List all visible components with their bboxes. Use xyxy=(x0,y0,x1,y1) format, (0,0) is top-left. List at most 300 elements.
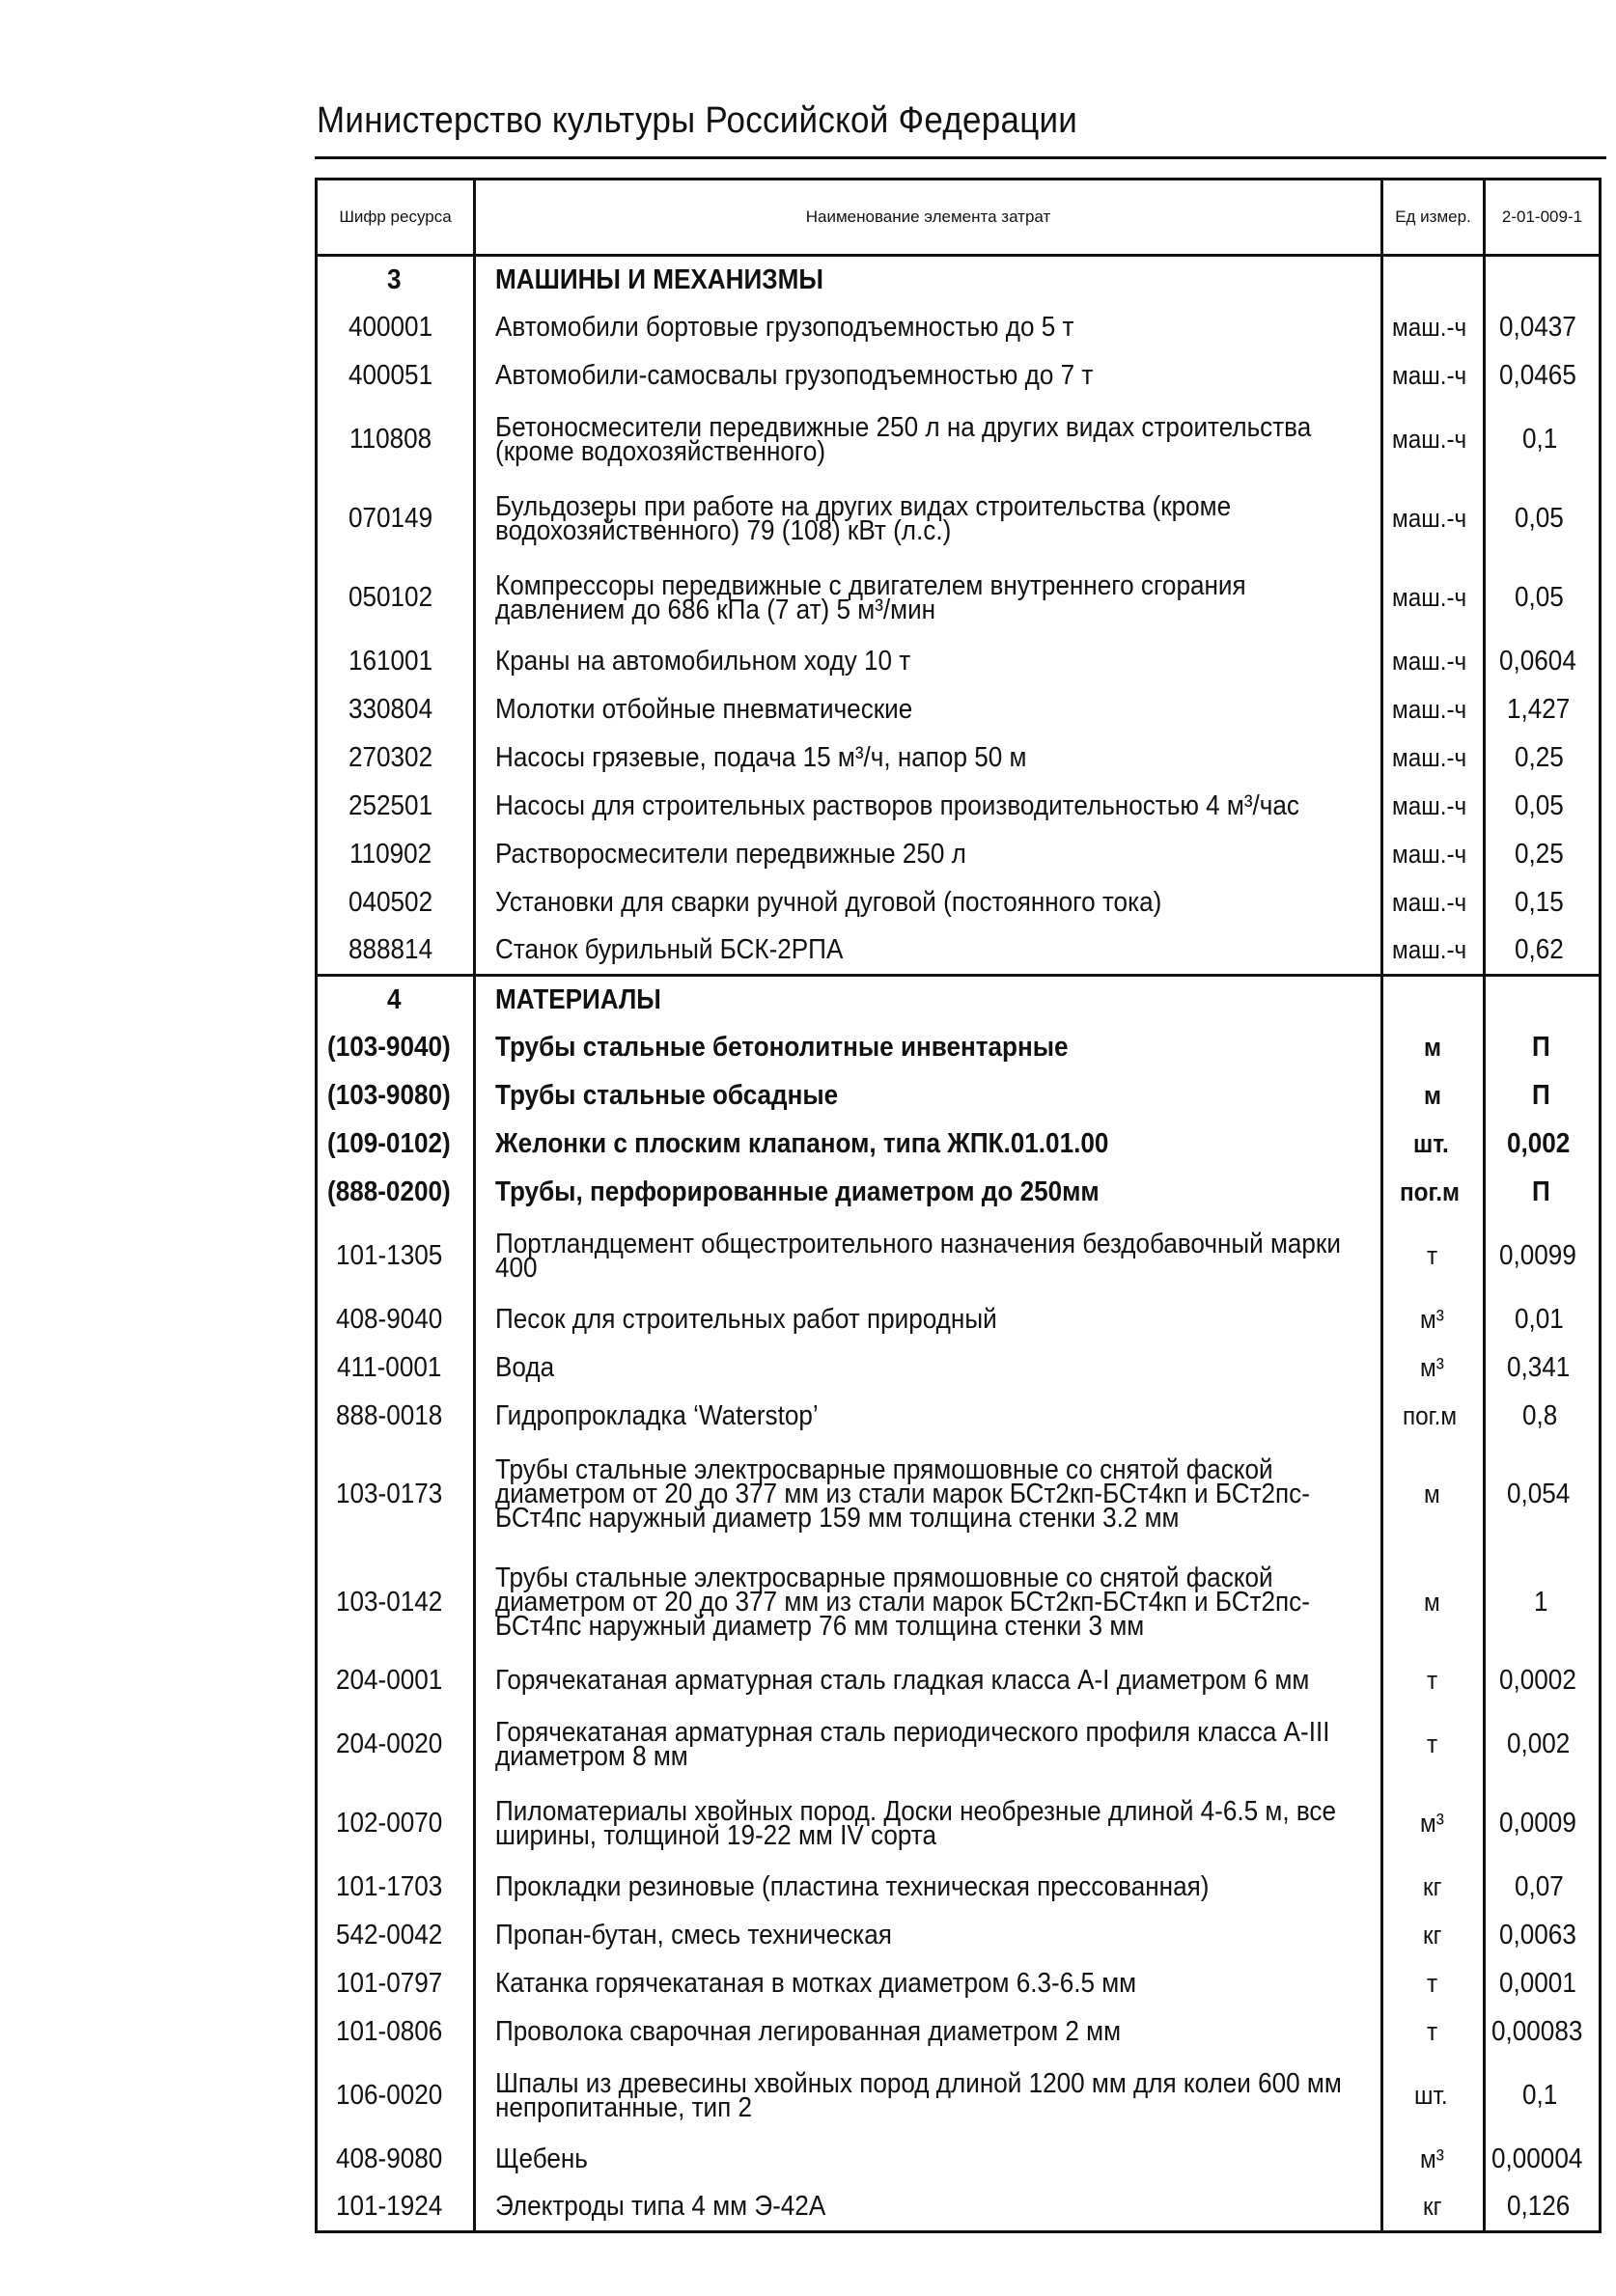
cell-unit-text: маш.-ч xyxy=(1391,791,1466,820)
cell-code-text: 408-9080 xyxy=(336,2144,443,2174)
cell-value xyxy=(1485,831,1601,879)
cell-name-text: Автомобили бортовые грузоподъемностью до 5 т xyxy=(495,312,1074,343)
cell-unit xyxy=(1382,559,1485,638)
cell-unit-text: шт. xyxy=(1413,1129,1449,1158)
cell-code xyxy=(317,256,475,304)
cell-value-text: 1 xyxy=(1534,1587,1548,1618)
cell-unit xyxy=(1382,783,1485,831)
cell-code xyxy=(317,1657,475,1705)
cell-code xyxy=(317,401,475,480)
cell-code xyxy=(317,879,475,927)
cell-name-text: Пропан-бутан, смесь техническая xyxy=(495,1920,892,1950)
cell-code-text: 070149 xyxy=(348,503,433,534)
cell-name xyxy=(475,2184,1382,2232)
cell-unit xyxy=(1382,1657,1485,1705)
cell-value xyxy=(1485,1960,1601,2008)
cell-value xyxy=(1485,1024,1601,1072)
cell-value xyxy=(1485,2136,1601,2184)
cell-name xyxy=(475,2136,1382,2184)
cell-value xyxy=(1485,1393,1601,1441)
cell-name xyxy=(475,1169,1382,1217)
cell-unit-text: маш.-ч xyxy=(1391,583,1466,612)
cell-unit xyxy=(1382,1072,1485,1120)
cell-unit xyxy=(1382,976,1485,1024)
cell-unit-text: маш.-ч xyxy=(1391,313,1466,342)
cell-name xyxy=(475,927,1382,976)
cell-value-text: П xyxy=(1532,1032,1550,1063)
cell-unit-text: шт. xyxy=(1414,2081,1448,2110)
cell-value-text: 0,01 xyxy=(1515,1304,1565,1335)
cell-name xyxy=(475,559,1382,638)
cell-unit-text: кг xyxy=(1422,1872,1442,1901)
cell-name-text: Станок бурильный БСК-2РПА xyxy=(495,934,844,966)
cell-code-text: 050102 xyxy=(348,582,433,613)
table-row xyxy=(317,2008,1601,2057)
cell-value xyxy=(1485,1912,1601,1960)
cell-unit-text: пог.м xyxy=(1400,1177,1461,1206)
cell-value xyxy=(1485,1296,1601,1344)
cell-code-text: (109-0102) xyxy=(326,1128,451,1159)
cell-value-text: 0,0099 xyxy=(1499,1240,1576,1271)
cell-value xyxy=(1485,686,1601,734)
cell-code-text: 408-9040 xyxy=(336,1304,443,1335)
cell-unit-text: маш.-ч xyxy=(1391,425,1466,454)
title-divider xyxy=(315,156,1606,159)
cell-value-text: 0,0002 xyxy=(1499,1665,1576,1696)
cell-code-text: 110902 xyxy=(349,839,432,870)
cell-code xyxy=(317,976,475,1024)
cell-code xyxy=(317,1217,475,1296)
cell-unit xyxy=(1382,1441,1485,1549)
cell-name xyxy=(475,480,1382,559)
cell-value-text: 0,15 xyxy=(1515,887,1565,918)
cell-code-text: 101-0797 xyxy=(336,1968,443,1999)
cell-unit xyxy=(1382,2057,1485,2136)
cell-name xyxy=(475,1344,1382,1393)
cell-unit xyxy=(1382,1960,1485,2008)
cell-name-text: Катанка горячекатаная в мотках диаметром 6.3-6.5 мм xyxy=(495,1968,1137,1999)
cell-code-text: 204-0001 xyxy=(336,1665,443,1696)
cell-name xyxy=(475,638,1382,686)
cell-code-text: 3 xyxy=(387,263,402,295)
table-row xyxy=(317,2057,1601,2136)
cell-name xyxy=(475,1960,1382,2008)
cell-code xyxy=(317,734,475,783)
cell-name xyxy=(475,352,1382,401)
cell-name xyxy=(475,1217,1382,1296)
column-header-unit: Ед измер. xyxy=(1382,180,1485,256)
cell-code xyxy=(317,480,475,559)
cell-unit-text: т xyxy=(1427,1969,1438,1998)
cell-name xyxy=(475,686,1382,734)
cell-code xyxy=(317,1344,475,1393)
cell-name-text: Трубы стальные электросварные прямошовные со снятой фаской диаметром от 20 до 377 мм из стали марок БСт2кп-БСт4кп и БСт2пс-БСт4пс наружный диаметр 76 мм толщина стенки 3 мм xyxy=(495,1563,1310,1642)
cell-code xyxy=(317,2184,475,2232)
table-row xyxy=(317,1217,1601,1296)
cell-code xyxy=(317,1912,475,1960)
cell-value xyxy=(1485,1784,1601,1864)
cell-name-text: Портландцемент общестроительного назначения бездобавочный марки 400 xyxy=(495,1228,1341,1284)
cell-unit xyxy=(1382,879,1485,927)
cell-name xyxy=(475,734,1382,783)
cell-unit xyxy=(1382,304,1485,352)
table-row xyxy=(317,1393,1601,1441)
cell-value xyxy=(1485,480,1601,559)
cell-code xyxy=(317,783,475,831)
cell-value xyxy=(1485,559,1601,638)
cell-unit xyxy=(1382,1296,1485,1344)
cell-unit xyxy=(1382,1217,1485,1296)
cell-value xyxy=(1485,927,1601,976)
cell-name xyxy=(475,1393,1382,1441)
table-header-row xyxy=(317,180,1601,256)
cell-value-text: 0,054 xyxy=(1507,1479,1571,1509)
cell-code-text: 411-0001 xyxy=(337,1352,442,1383)
cell-value xyxy=(1485,879,1601,927)
cell-value-text: 0,00083 xyxy=(1491,2016,1583,2047)
cell-value xyxy=(1485,1705,1601,1784)
page-title: Министерство культуры Российской Федерации xyxy=(317,100,1078,141)
cell-value-text: 0,8 xyxy=(1522,1400,1558,1431)
cell-unit-text: м³ xyxy=(1419,1353,1444,1382)
cell-unit xyxy=(1382,2008,1485,2057)
cell-code xyxy=(317,927,475,976)
cell-code-text: 106-0020 xyxy=(336,2080,443,2111)
cell-value-text: 0,25 xyxy=(1515,839,1565,870)
cell-name xyxy=(475,401,1382,480)
table-row xyxy=(317,1441,1601,1549)
cell-code xyxy=(317,1169,475,1217)
cell-value xyxy=(1485,401,1601,480)
table-row xyxy=(317,1705,1601,1784)
cell-value-text: 0,1 xyxy=(1522,424,1558,455)
cell-value-text: 0,0001 xyxy=(1499,1968,1576,1999)
cell-value-text: 1,427 xyxy=(1507,694,1571,725)
table-row xyxy=(317,638,1601,686)
cell-unit xyxy=(1382,2184,1485,2232)
section-row xyxy=(317,976,1601,1024)
cell-name xyxy=(475,256,1382,304)
cell-name xyxy=(475,1441,1382,1549)
cell-unit-text: кг xyxy=(1422,2192,1442,2222)
cell-code xyxy=(317,1072,475,1120)
table-row xyxy=(317,1024,1601,1072)
cell-name-text: Бетоносмесители передвижные 250 л на других видах строительства (кроме водохозяйственного) xyxy=(495,411,1312,467)
cell-value-text: 0,62 xyxy=(1515,934,1565,966)
table-row xyxy=(317,1072,1601,1120)
cell-code-text: 040502 xyxy=(348,887,433,918)
cell-value-text: 0,05 xyxy=(1515,790,1565,821)
table-row xyxy=(317,783,1601,831)
cell-name-text: Желонки с плоским клапаном, типа ЖПК.01.01.00 xyxy=(495,1128,1109,1159)
cell-code-text: 110808 xyxy=(349,424,432,455)
cell-value-text: 0,0063 xyxy=(1499,1920,1576,1950)
table-row xyxy=(317,1296,1601,1344)
cell-unit-text: м xyxy=(1424,1480,1440,1508)
table-row xyxy=(317,1120,1601,1169)
cell-unit-text: м xyxy=(1424,1588,1440,1617)
cell-code xyxy=(317,559,475,638)
table-row xyxy=(317,1912,1601,1960)
cell-name-text: Установки для сварки ручной дуговой (постоянного тока) xyxy=(495,887,1162,918)
cell-code xyxy=(317,1705,475,1784)
cell-unit-text: м xyxy=(1423,1033,1441,1062)
table-row xyxy=(317,734,1601,783)
cell-code xyxy=(317,638,475,686)
table-row xyxy=(317,1549,1601,1657)
cell-value xyxy=(1485,1072,1601,1120)
cell-name-text: Трубы, перфорированные диаметром до 250мм xyxy=(495,1176,1100,1207)
cell-unit-text: маш.-ч xyxy=(1391,695,1466,724)
cell-code-text: 400001 xyxy=(348,312,433,343)
column-header-code: Шифр ресурса xyxy=(317,180,475,256)
cell-code-text: 101-1924 xyxy=(336,2191,443,2223)
cell-name xyxy=(475,2057,1382,2136)
cell-code xyxy=(317,1393,475,1441)
cell-value xyxy=(1485,976,1601,1024)
cell-value xyxy=(1485,256,1601,304)
cell-value xyxy=(1485,1549,1601,1657)
cell-value-text: 0,002 xyxy=(1507,1128,1571,1159)
cell-code-text: 204-0020 xyxy=(336,1729,443,1759)
cell-code xyxy=(317,1960,475,2008)
cell-unit-text: маш.-ч xyxy=(1391,361,1466,390)
cell-code xyxy=(317,1296,475,1344)
section-row xyxy=(317,256,1601,304)
cell-code-text: 888-0018 xyxy=(336,1400,443,1431)
table-row xyxy=(317,2184,1601,2232)
cell-code xyxy=(317,1441,475,1549)
cell-unit xyxy=(1382,256,1485,304)
cell-name xyxy=(475,1296,1382,1344)
table-row xyxy=(317,686,1601,734)
cell-value xyxy=(1485,1864,1601,1912)
cell-name xyxy=(475,879,1382,927)
cell-value-text: 0,0465 xyxy=(1499,360,1576,391)
cell-value xyxy=(1485,1657,1601,1705)
cell-unit-text: м³ xyxy=(1419,1809,1444,1838)
table-row xyxy=(317,1784,1601,1864)
cell-value-text: 0,002 xyxy=(1507,1729,1571,1759)
cell-value xyxy=(1485,352,1601,401)
cell-code-text: 103-0173 xyxy=(336,1479,443,1509)
cell-code-text: 400051 xyxy=(348,360,433,391)
cell-value xyxy=(1485,1217,1601,1296)
table-row xyxy=(317,480,1601,559)
cell-code-text: (103-9040) xyxy=(326,1032,451,1063)
cell-unit-text: м³ xyxy=(1419,1305,1444,1334)
cell-unit-text: маш.-ч xyxy=(1391,935,1466,965)
cell-code-text: 252501 xyxy=(348,790,433,821)
column-header-name: Наименование элемента затрат xyxy=(475,180,1382,256)
cell-name xyxy=(475,831,1382,879)
cell-name-text: Трубы стальные бетонолитные инвентарные xyxy=(495,1032,1069,1063)
cell-code xyxy=(317,1864,475,1912)
cell-unit-text: т xyxy=(1427,1729,1438,1758)
cell-code xyxy=(317,304,475,352)
cell-unit-text: т xyxy=(1427,2017,1438,2046)
cell-code xyxy=(317,1024,475,1072)
cell-code-text: 270302 xyxy=(348,742,433,773)
cell-name-text: Пиломатериалы хвойных пород. Доски необрезные длиной 4-6.5 м, все ширины, толщиной 19-22 мм IV сорта xyxy=(495,1795,1336,1851)
cell-name xyxy=(475,1705,1382,1784)
cell-unit-text: кг xyxy=(1422,1921,1442,1950)
cell-unit xyxy=(1382,638,1485,686)
cell-name-text: Вода xyxy=(495,1352,555,1383)
cell-value-text: 0,341 xyxy=(1507,1352,1571,1383)
table-row xyxy=(317,401,1601,480)
cell-value xyxy=(1485,1169,1601,1217)
cell-unit xyxy=(1382,1169,1485,1217)
cell-name xyxy=(475,1072,1382,1120)
cell-value-text: П xyxy=(1532,1176,1550,1207)
cell-unit-text: маш.-ч xyxy=(1391,743,1466,772)
cell-code-text: 330804 xyxy=(348,694,433,725)
cell-value xyxy=(1485,2008,1601,2057)
cell-name xyxy=(475,1549,1382,1657)
cell-name-text: Трубы стальные обсадные xyxy=(495,1080,839,1111)
cell-value-text: П xyxy=(1532,1080,1550,1111)
cell-value-text: 0,1 xyxy=(1522,2080,1558,2111)
cell-code-text: 103-0142 xyxy=(336,1587,443,1618)
cell-name xyxy=(475,1120,1382,1169)
cell-value-text: 0,07 xyxy=(1515,1871,1565,1902)
cell-code xyxy=(317,831,475,879)
cell-value xyxy=(1485,1344,1601,1393)
cell-unit xyxy=(1382,831,1485,879)
cell-name-text: Компрессоры передвижные с двигателем внутреннего сгорания давлением до 686 кПа (7 ат) 5 м³/мин xyxy=(495,569,1246,625)
cell-unit xyxy=(1382,1549,1485,1657)
cell-unit-text: маш.-ч xyxy=(1391,504,1466,533)
table-row xyxy=(317,352,1601,401)
cell-unit xyxy=(1382,1024,1485,1072)
cell-code-text: 101-1305 xyxy=(336,1240,443,1271)
cell-name-text: Гидропрокладка ‘Waterstop’ xyxy=(495,1400,819,1431)
cell-code-text: 542-0042 xyxy=(336,1920,443,1950)
cell-code xyxy=(317,686,475,734)
cell-name-text: Электроды типа 4 мм Э-42А xyxy=(495,2191,826,2223)
cell-unit-text: маш.-ч xyxy=(1391,840,1466,869)
cell-value xyxy=(1485,2184,1601,2232)
cell-name xyxy=(475,2008,1382,2057)
cell-unit xyxy=(1382,2136,1485,2184)
table-row xyxy=(317,2136,1601,2184)
cell-name-text: Прокладки резиновые (пластина техническая прессованная) xyxy=(495,1871,1210,1902)
cell-code-text: (103-9080) xyxy=(326,1080,451,1111)
cell-unit xyxy=(1382,1344,1485,1393)
cell-value xyxy=(1485,1120,1601,1169)
cell-code xyxy=(317,1120,475,1169)
cell-value-text: 0,0009 xyxy=(1499,1808,1576,1839)
cell-name-text: Горячекатаная арматурная сталь периодического профиля класса А-III диаметром 8 мм xyxy=(495,1716,1330,1772)
cell-unit-text: маш.-ч xyxy=(1391,888,1466,917)
cell-unit-text: т xyxy=(1427,1666,1438,1695)
cell-name xyxy=(475,1912,1382,1960)
cell-name-text: Насосы грязевые, подача 15 м³/ч, напор 50 м xyxy=(495,742,1027,773)
cell-unit xyxy=(1382,1120,1485,1169)
cell-name xyxy=(475,1657,1382,1705)
cell-name-text: МАТЕРИАЛЫ xyxy=(495,983,661,1015)
cell-unit xyxy=(1382,1784,1485,1864)
cell-code-text: 101-0806 xyxy=(336,2016,443,2047)
cell-value-text: 0,0604 xyxy=(1499,646,1576,677)
table-row xyxy=(317,927,1601,976)
table-row xyxy=(317,1169,1601,1217)
table-row xyxy=(317,1344,1601,1393)
cell-value-text: 0,05 xyxy=(1515,582,1565,613)
cell-code-text: (888-0200) xyxy=(326,1176,451,1207)
cell-name-text: Растворосмесители передвижные 250 л xyxy=(495,839,966,870)
cell-code xyxy=(317,2008,475,2057)
cell-name-text: Трубы стальные электросварные прямошовные со снятой фаской диаметром от 20 до 377 мм из стали марок БСт2кп-БСт4кп и БСт2пс-БСт4пс наружный диаметр 159 мм толщина стенки 3.2 мм xyxy=(495,1454,1310,1534)
cell-code-text: 888814 xyxy=(348,934,433,966)
cell-value xyxy=(1485,1441,1601,1549)
cell-name-text: Краны на автомобильном ходу 10 т xyxy=(495,646,911,677)
cell-code-text: 161001 xyxy=(348,646,433,677)
cell-name-text: Песок для строительных работ природный xyxy=(495,1304,997,1335)
table-row xyxy=(317,831,1601,879)
cell-unit xyxy=(1382,1912,1485,1960)
cell-code-text: 4 xyxy=(387,983,402,1015)
table-row xyxy=(317,1864,1601,1912)
cell-value-text: 0,00004 xyxy=(1491,2144,1583,2174)
cell-unit xyxy=(1382,927,1485,976)
cell-value xyxy=(1485,638,1601,686)
cell-name-text: Горячекатаная арматурная сталь гладкая класса А-I диаметром 6 мм xyxy=(495,1665,1310,1696)
cell-code xyxy=(317,1784,475,1864)
cell-unit xyxy=(1382,480,1485,559)
cell-unit-text: м³ xyxy=(1419,2144,1444,2173)
cell-code xyxy=(317,2057,475,2136)
cell-unit xyxy=(1382,686,1485,734)
table-row xyxy=(317,879,1601,927)
cell-value xyxy=(1485,2057,1601,2136)
cell-code xyxy=(317,352,475,401)
cell-name xyxy=(475,304,1382,352)
table-row xyxy=(317,1960,1601,2008)
cell-unit-text: т xyxy=(1427,1241,1438,1270)
cell-name xyxy=(475,1864,1382,1912)
cell-value xyxy=(1485,304,1601,352)
cell-name xyxy=(475,1784,1382,1864)
cell-name-text: Насосы для строительных растворов производительностью 4 м³/час xyxy=(495,790,1299,821)
cell-code xyxy=(317,2136,475,2184)
cell-name-text: Проволока сварочная легированная диаметром 2 мм xyxy=(495,2016,1122,2047)
table-row xyxy=(317,559,1601,638)
cell-code-text: 101-1703 xyxy=(336,1871,443,1902)
cell-name xyxy=(475,976,1382,1024)
cell-name-text: Щебень xyxy=(495,2144,588,2174)
cell-unit xyxy=(1382,1705,1485,1784)
cell-unit-text: м xyxy=(1423,1081,1441,1110)
cell-value-text: 0,25 xyxy=(1515,742,1565,773)
cell-code-text: 102-0070 xyxy=(336,1808,443,1839)
cell-name-text: МАШИНЫ И МЕХАНИЗМЫ xyxy=(495,263,823,295)
cell-name-text: Шпалы из древесины хвойных пород длиной 1200 мм для колеи 600 мм непропитанные, тип 2 xyxy=(495,2067,1342,2123)
cell-unit xyxy=(1382,1864,1485,1912)
cell-unit xyxy=(1382,1393,1485,1441)
cell-name xyxy=(475,1024,1382,1072)
cell-value-text: 0,0437 xyxy=(1499,312,1576,343)
cell-value-text: 0,05 xyxy=(1515,503,1565,534)
cell-unit-text: маш.-ч xyxy=(1391,647,1466,676)
cell-name-text: Бульдозеры при работе на других видах строительства (кроме водохозяйственного) 79 (108) кВт (л.с.) xyxy=(495,490,1232,546)
cell-code xyxy=(317,1549,475,1657)
cell-unit xyxy=(1382,734,1485,783)
cell-value xyxy=(1485,783,1601,831)
cell-unit xyxy=(1382,401,1485,480)
cell-value xyxy=(1485,734,1601,783)
